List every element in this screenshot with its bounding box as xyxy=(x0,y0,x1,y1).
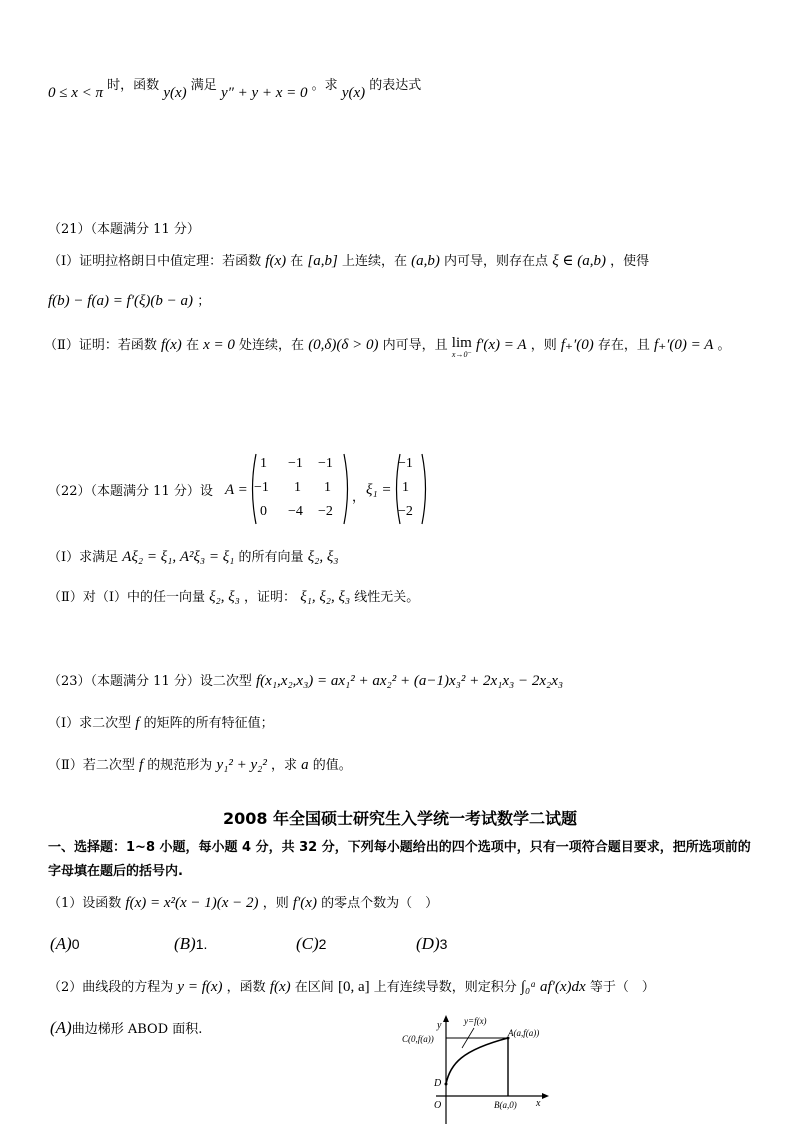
option-letter: (A) xyxy=(50,934,72,953)
intro-text-2: 满足 xyxy=(190,78,217,93)
figure-point-o: O xyxy=(434,1100,442,1111)
figure-y-label: y xyxy=(437,1020,442,1031)
q21-p2-b: 在 xyxy=(185,338,199,353)
vector-cell: −1 xyxy=(398,456,413,471)
figure-point-a: A(a,f(a)) xyxy=(508,1028,540,1038)
mc2-stem xyxy=(48,978,655,996)
q22-A-label: A = xyxy=(225,482,248,498)
q23-p1-f: f xyxy=(135,715,140,731)
q21-p2-f: 存在，且 xyxy=(597,338,650,353)
mc2-b: ，函数 xyxy=(226,980,266,995)
q23-p2-d: 的值。 xyxy=(312,758,352,773)
q23-normal-form: y₁² + y₂² xyxy=(216,757,267,773)
q21-limit-expression: f′(x) = A xyxy=(475,337,527,353)
option-letter: (C) xyxy=(296,934,319,953)
q21-fprime-0-eq: f₊′(0) = A xyxy=(654,337,714,353)
q23-p2-f: f xyxy=(138,757,144,773)
q23-p2-b: 的规范形为 xyxy=(147,758,213,773)
section-heading-line-2: 字母填在题后的括号内. xyxy=(48,864,183,879)
matrix-cell: 1 xyxy=(260,456,267,471)
option-text: 曲边梯形 ABOD 面积. xyxy=(71,1022,203,1037)
mc1-function: f(x) = x²(x − 1)(x − 2) xyxy=(125,895,259,911)
q21-p2-c: 处连续，在 xyxy=(239,338,305,353)
q22-p2-b: ，证明： xyxy=(244,590,297,605)
q23-part1 xyxy=(48,714,274,732)
exam-title: 2008 年全国硕士研究生入学统一考试数学二试题 xyxy=(222,809,578,828)
mc1-option-c[interactable] xyxy=(296,934,326,954)
matrix-cell: −2 xyxy=(318,504,333,519)
q22-p1-vectors: ξ₂, ξ₃ xyxy=(307,549,339,565)
intro-line xyxy=(48,78,421,102)
q21-interval: (0,δ)(δ > 0) xyxy=(308,337,379,353)
point-d xyxy=(445,1083,448,1086)
q21-closed-interval: [a,b] xyxy=(307,253,338,269)
q21-limit xyxy=(452,336,472,359)
option-letter: (D) xyxy=(416,934,440,953)
figure-point-b: B(a,0) xyxy=(494,1100,517,1110)
q22-p2-vectors: ξ₂, ξ₃ xyxy=(209,589,240,605)
q21-lim: lim xyxy=(451,335,472,351)
figure-point-c: C(0,f(a)) xyxy=(402,1034,434,1044)
q21-p2-g: 。 xyxy=(717,338,731,353)
option-text: 1. xyxy=(195,936,208,952)
q21-p2-a: （Ⅱ）证明：若函数 xyxy=(44,338,157,353)
mc1-b: ，则 xyxy=(262,896,289,911)
mc2-equation: y = f(x) xyxy=(177,979,223,995)
matrix-cell: −1 xyxy=(254,480,269,495)
q23-header-line xyxy=(48,672,563,690)
q21-p1-b: 在 xyxy=(290,254,304,269)
q21-p2-d: 内可导，且 xyxy=(382,338,448,353)
figure-point-d: D xyxy=(434,1078,442,1089)
vector-cell: 1 xyxy=(402,480,409,495)
q21-p2-e: ，则 xyxy=(530,338,557,353)
x-arrow-icon xyxy=(542,1093,549,1099)
q21-mvt-line xyxy=(48,292,210,310)
q21-open-interval: (a,b) xyxy=(411,253,440,269)
q21-p1-a: （Ⅰ）证明拉格朗日中值定理：若函数 xyxy=(48,254,262,269)
q23-p1-b: 的矩阵的所有特征值； xyxy=(143,716,274,731)
mc2-option-a[interactable] xyxy=(50,1018,202,1038)
matrix-cell: −1 xyxy=(318,456,333,471)
mc1-a: （1）设函数 xyxy=(48,896,122,911)
q22-part1 xyxy=(48,548,338,566)
q23-p1-a: （Ⅰ）求二次型 xyxy=(48,716,132,731)
mc1-stem xyxy=(48,894,438,912)
intro-text-4: 的表达式 xyxy=(369,78,422,93)
q23-header: （23）（本题满分 11 分）设二次型 xyxy=(48,674,252,689)
matrix-cell: 0 xyxy=(260,504,267,519)
matrix-cell: 1 xyxy=(294,480,301,495)
q22-xi1-label: ξ₁ = xyxy=(366,482,392,498)
mc1-option-a[interactable] xyxy=(50,934,80,954)
section-heading-line-1: 一、选择题：1~8 小题，每小题 4 分，共 32 分，下列每小题给出的四个选项中，只有一项符合题目要求，把所选项前的 xyxy=(48,840,751,855)
q21-fx: f(x) xyxy=(265,253,287,269)
q21-header: （21）（本题满分 11 分） xyxy=(48,222,200,237)
mc1-derivative: f′(x) xyxy=(292,895,317,911)
q21-p1-e: ，使得 xyxy=(610,254,650,269)
q22-part2 xyxy=(48,588,419,606)
mc2-function: f(x) xyxy=(269,979,291,995)
mc2-d: 上有连续导数，则定积分 xyxy=(373,980,517,995)
mc2-e: 等于（ ） xyxy=(589,980,655,995)
mc2-integral: ∫₀ᵃ af′(x)dx xyxy=(520,979,586,995)
q22-p1-equation: Aξ₂ = ξ₁, A²ξ₃ = ξ₁ xyxy=(122,549,235,565)
intro-text-1: 时，函数 xyxy=(107,78,160,93)
mc2-a: （2）曲线段的方程为 xyxy=(48,980,174,995)
mc2-interval: [0, a] xyxy=(337,979,370,995)
option-text: 2 xyxy=(318,936,327,952)
q21-x0: x = 0 xyxy=(203,337,235,353)
q23-quadratic-form: f(x₁,x₂,x₃) = ax₁² + ax₂² + (a−1)x₃² + 2x₁x₃ − 2x₂x₃ xyxy=(256,673,564,689)
q21-part1 xyxy=(48,252,649,270)
intro-yx-2: y(x) xyxy=(341,85,366,101)
q21-lim-sub: x→0⁻ xyxy=(451,350,472,359)
q22-p2-c: 线性无关。 xyxy=(354,590,420,605)
matrix-cell: 1 xyxy=(324,480,331,495)
q22-comma: ， xyxy=(352,490,366,505)
matrix-cell: −4 xyxy=(288,504,303,519)
intro-yx: y(x) xyxy=(163,85,187,101)
q22-p2-a: （Ⅱ）对（Ⅰ）中的任一向量 xyxy=(48,590,205,605)
q22-header: （22）（本题满分 11 分）设 xyxy=(48,484,213,499)
q23-a-variable: a xyxy=(301,757,309,773)
intro-condition: 0 ≤ x < π xyxy=(48,85,104,101)
curve-f xyxy=(446,1038,508,1084)
q22-p1-a: （Ⅰ）求满足 xyxy=(48,550,119,565)
intro-text-3: 。求 xyxy=(311,78,338,93)
q21-xi: ξ ∈ (a,b) xyxy=(552,253,606,269)
q23-part2 xyxy=(48,756,352,774)
q21-mvt: f(b) − f(a) = f′(ξ)(b − a) xyxy=(48,293,194,309)
q21-fprime-0: f₊′(0) xyxy=(560,337,594,353)
option-letter: (B) xyxy=(174,934,196,953)
q21-part2 xyxy=(44,336,731,359)
q21-p1-d: 内可导，则存在点 xyxy=(444,254,549,269)
q22-p1-b: 的所有向量 xyxy=(238,550,304,565)
figure-curve-label: y=f(x) xyxy=(464,1016,487,1026)
option-text: 3 xyxy=(439,936,448,952)
y-arrow-icon xyxy=(443,1015,449,1022)
q22-p2-set: ξ₁, ξ₂, ξ₃ xyxy=(300,589,351,605)
vector-cell: −2 xyxy=(398,504,413,519)
option-letter: (A) xyxy=(50,1018,72,1037)
figure-x-label: x xyxy=(536,1098,541,1109)
q23-p2-c: ，求 xyxy=(270,758,297,773)
mc1-c: 的零点个数为（ ） xyxy=(321,896,439,911)
option-text: 0 xyxy=(71,936,80,952)
mc1-option-d[interactable] xyxy=(416,934,447,954)
q21-p1-c: 上连续，在 xyxy=(341,254,407,269)
intro-equation: y″ + y + x = 0 xyxy=(220,85,308,101)
mc2-c: 在区间 xyxy=(294,980,334,995)
matrix-cell: −1 xyxy=(288,456,303,471)
mc1-option-b[interactable] xyxy=(174,934,207,954)
q21-mvt-end: ； xyxy=(197,294,211,309)
q23-p2-a: （Ⅱ）若二次型 xyxy=(48,758,135,773)
q21-p2-fx: f(x) xyxy=(160,337,182,353)
area-figure xyxy=(390,1012,560,1128)
